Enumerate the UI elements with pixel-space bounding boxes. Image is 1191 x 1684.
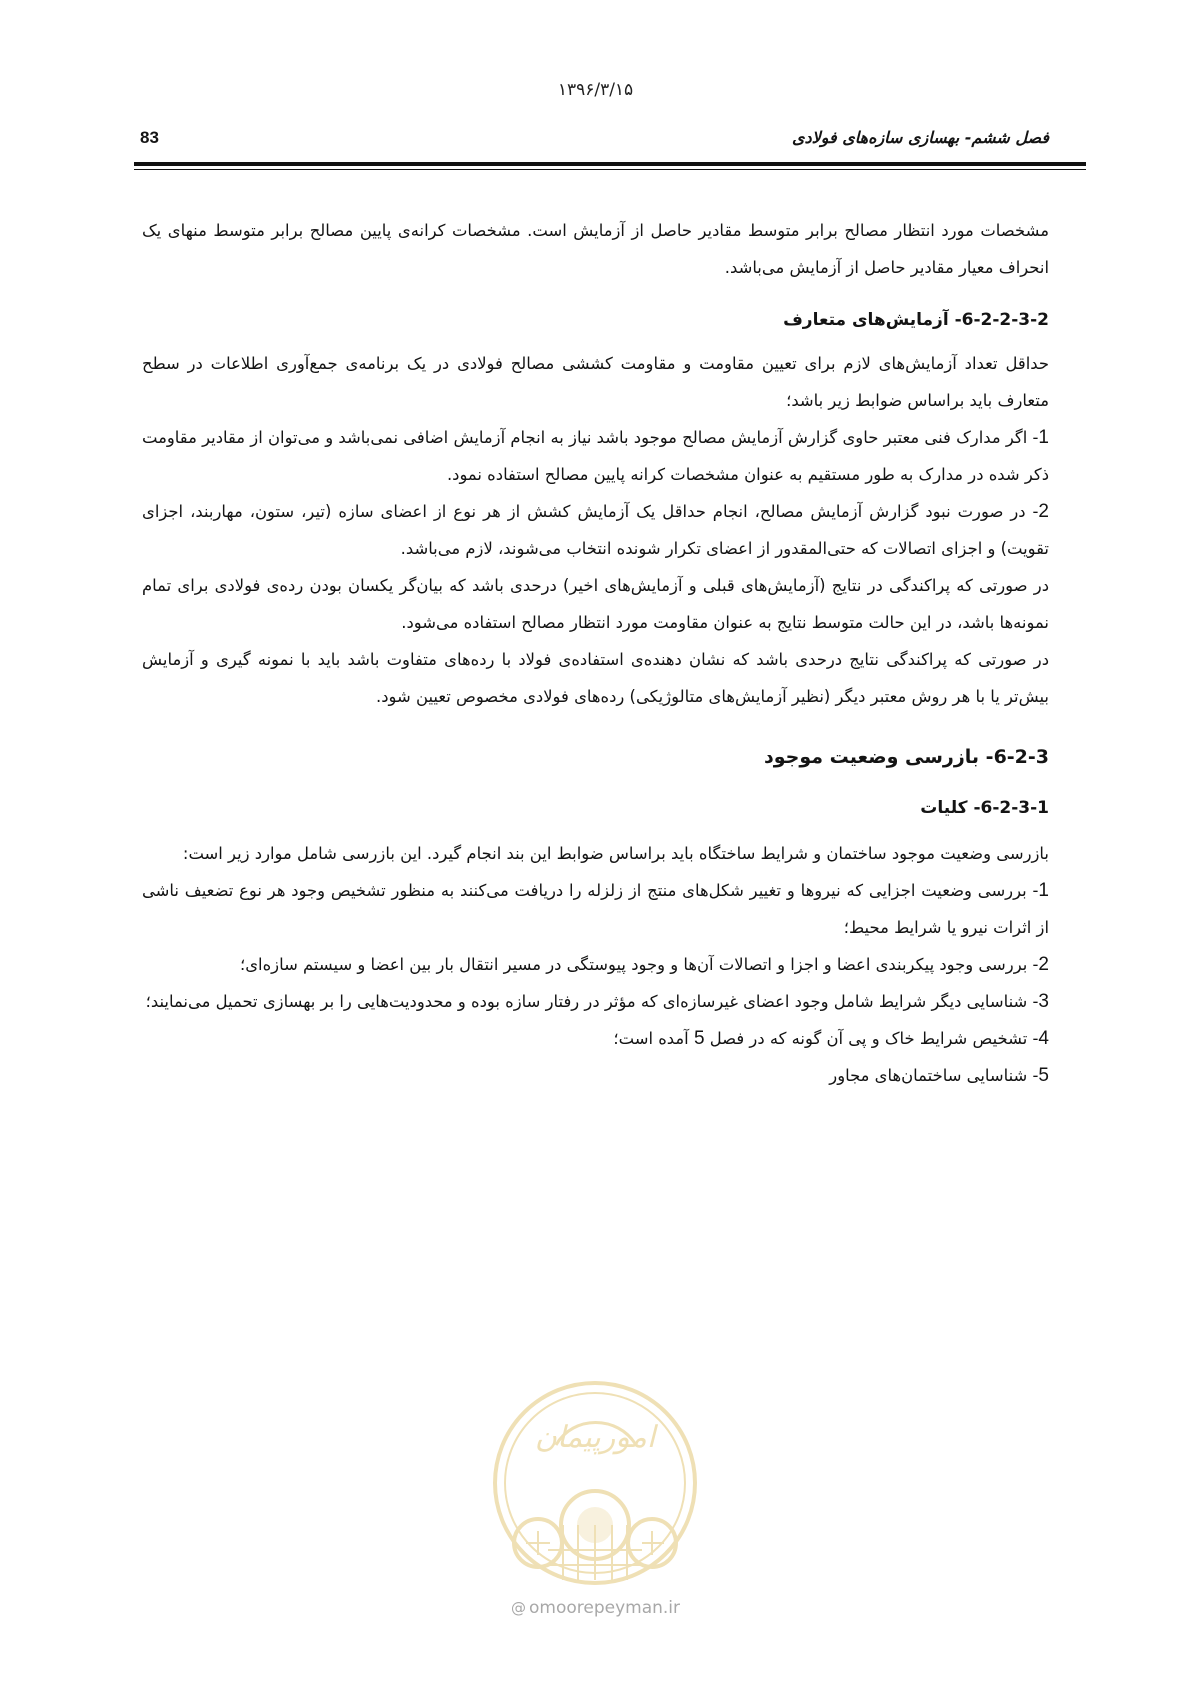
list-item-number: 1 (1038, 880, 1049, 901)
list-item-text-end: آمده است؛ (613, 1029, 694, 1048)
section-heading-6-2-2-3-2: 6-2-2-3-2- آزمایش‌های متعارف (783, 310, 1049, 330)
list-item (142, 946, 1049, 983)
chapter-title: فصل ششم- بهسازی سازه‌های فولادی (791, 128, 1049, 147)
list-item-text: - بررسی وجود پیکربندی اعضا و اجزا و اتصالات آن‌ها و وجود پیوستگی در مسیر انتقال بار بین اعضا و سیستم سازه‌ای؛ (239, 955, 1039, 974)
watermark-url (0, 1598, 1191, 1618)
section-heading-6-2-3: 6-2-3- بازرسی وضعیت موجود (763, 746, 1049, 768)
list-item (142, 1020, 1049, 1057)
page-content (142, 212, 1049, 1094)
at-sign-icon: @ (510, 1599, 526, 1617)
list-item-text: - در صورت نبود گزارش آزمایش مصالح، انجام حداقل یک آزمایش کشش از هر نوع از اعضای سازه (تیر، ستون، مهاربند، اجزای تقویت) و اجزای اتصالات که حتی‌المقدور از اعضای تکرار شونده انتخاب می‌شوند، لازم می‌باشد. (142, 502, 1049, 558)
list-item-text: - تشخیص شرایط خاک و پی آن گونه که در فصل (704, 1029, 1039, 1048)
list-item-text: - شناسایی دیگر شرایط شامل وجود اعضای غیرسازه‌ای که مؤثر در رفتار سازه بوده و محدودیت‌هایی را بر بهسازی تحمیل می‌نمایند؛ (145, 992, 1039, 1011)
list-item (142, 493, 1049, 567)
list-item-number: 2 (1038, 501, 1049, 522)
list-item-text: - اگر مدارک فنی معتبر حاوی گزارش آزمایش مصالح موجود باشد نیاز به انجام آزمایش اضافی نمی‌باشد و می‌توان از مقادیر مقاومت ذکر شده در مدارک به طور مستقیم به عنوان مشخصات کرانه پایین مصالح استفاده نمود. (142, 428, 1049, 484)
page-number: 83 (140, 128, 159, 147)
list-item-text: - بررسی وضعیت اجزایی که نیروها و تغییر شکل‌های منتج از زلزله را دریافت می‌کنند به منظور تشخیص وجود هر نوع تضعیف ناشی از اثرات نیرو یا شرایط محیط؛ (142, 881, 1049, 937)
list-item-number: 2 (1038, 954, 1049, 975)
list-item-number: 4 (1038, 1028, 1049, 1049)
header-rule-thin (134, 169, 1086, 170)
list-item (142, 1057, 1049, 1094)
list-item (142, 872, 1049, 946)
inspection-intro: بازرسی وضعیت موجود ساختمان و شرایط ساختگاه باید براساس ضوابط این بند انجام گیرد. این بازرسی شامل موارد زیر است: (182, 844, 1049, 863)
watermark-seal-text: امورپیمان (534, 1420, 656, 1455)
uniform-results-paragraph: در صورتی که پراکندگی در نتایج (آزمایش‌های قبلی و آزمایش‌های اخیر) درحدی باشد که بیان‌گر یکسان بودن رده‌ی فولادی برای تمام نمونه‌ها باشد، در این حالت متوسط نتایج به عنوان مقاومت مورد انتظار مصالح استفاده می‌شود. (142, 576, 1049, 632)
header-rule-thick (134, 162, 1086, 166)
chapter-reference: 5 (693, 1028, 705, 1049)
list-item-number: 3 (1038, 991, 1049, 1012)
list-item-number: 1 (1038, 427, 1049, 448)
list-item-number: 5 (1038, 1065, 1049, 1086)
standard-tests-intro: حداقل تعداد آزمایش‌های لازم برای تعیین مقاومت و مقاومت کششی مصالح فولادی در یک برنامه‌ی جمع‌آوری اطلاعات در سطح متعارف باید براساس ضوابط زیر باشد؛ (142, 354, 1049, 410)
list-item (142, 419, 1049, 493)
watermark-seal-icon (478, 1375, 712, 1589)
list-item-text: - شناسایی ساختمان‌های مجاور (829, 1066, 1039, 1085)
intro-paragraph: مشخصات مورد انتظار مصالح برابر متوسط مقادیر حاصل از آزمایش است. مشخصات کرانه‌ی پایین مصالح برابر متوسط منهای یک انحراف معیار مقادیر حاصل از آزمایش می‌باشد. (142, 221, 1049, 277)
varied-results-paragraph: در صورتی که پراکندگی نتایج درحدی باشد که نشان دهنده‌ی استفاده‌ی فولاد با رده‌های متفاوت باشد باید با نمونه گیری و آزمایش بیش‌تر یا با هر روش معتبر دیگر (نظیر آزمایش‌های متالوژیکی) رده‌های فولادی مخصوص تعیین شود. (142, 650, 1049, 706)
list-item (142, 983, 1049, 1020)
print-date: ۱۳۹۶/۳/۱۵ (557, 80, 634, 100)
section-heading-6-2-3-1: 6-2-3-1- کلیات (920, 798, 1049, 818)
watermark-url-text: omoorepeyman.ir (528, 1598, 681, 1618)
